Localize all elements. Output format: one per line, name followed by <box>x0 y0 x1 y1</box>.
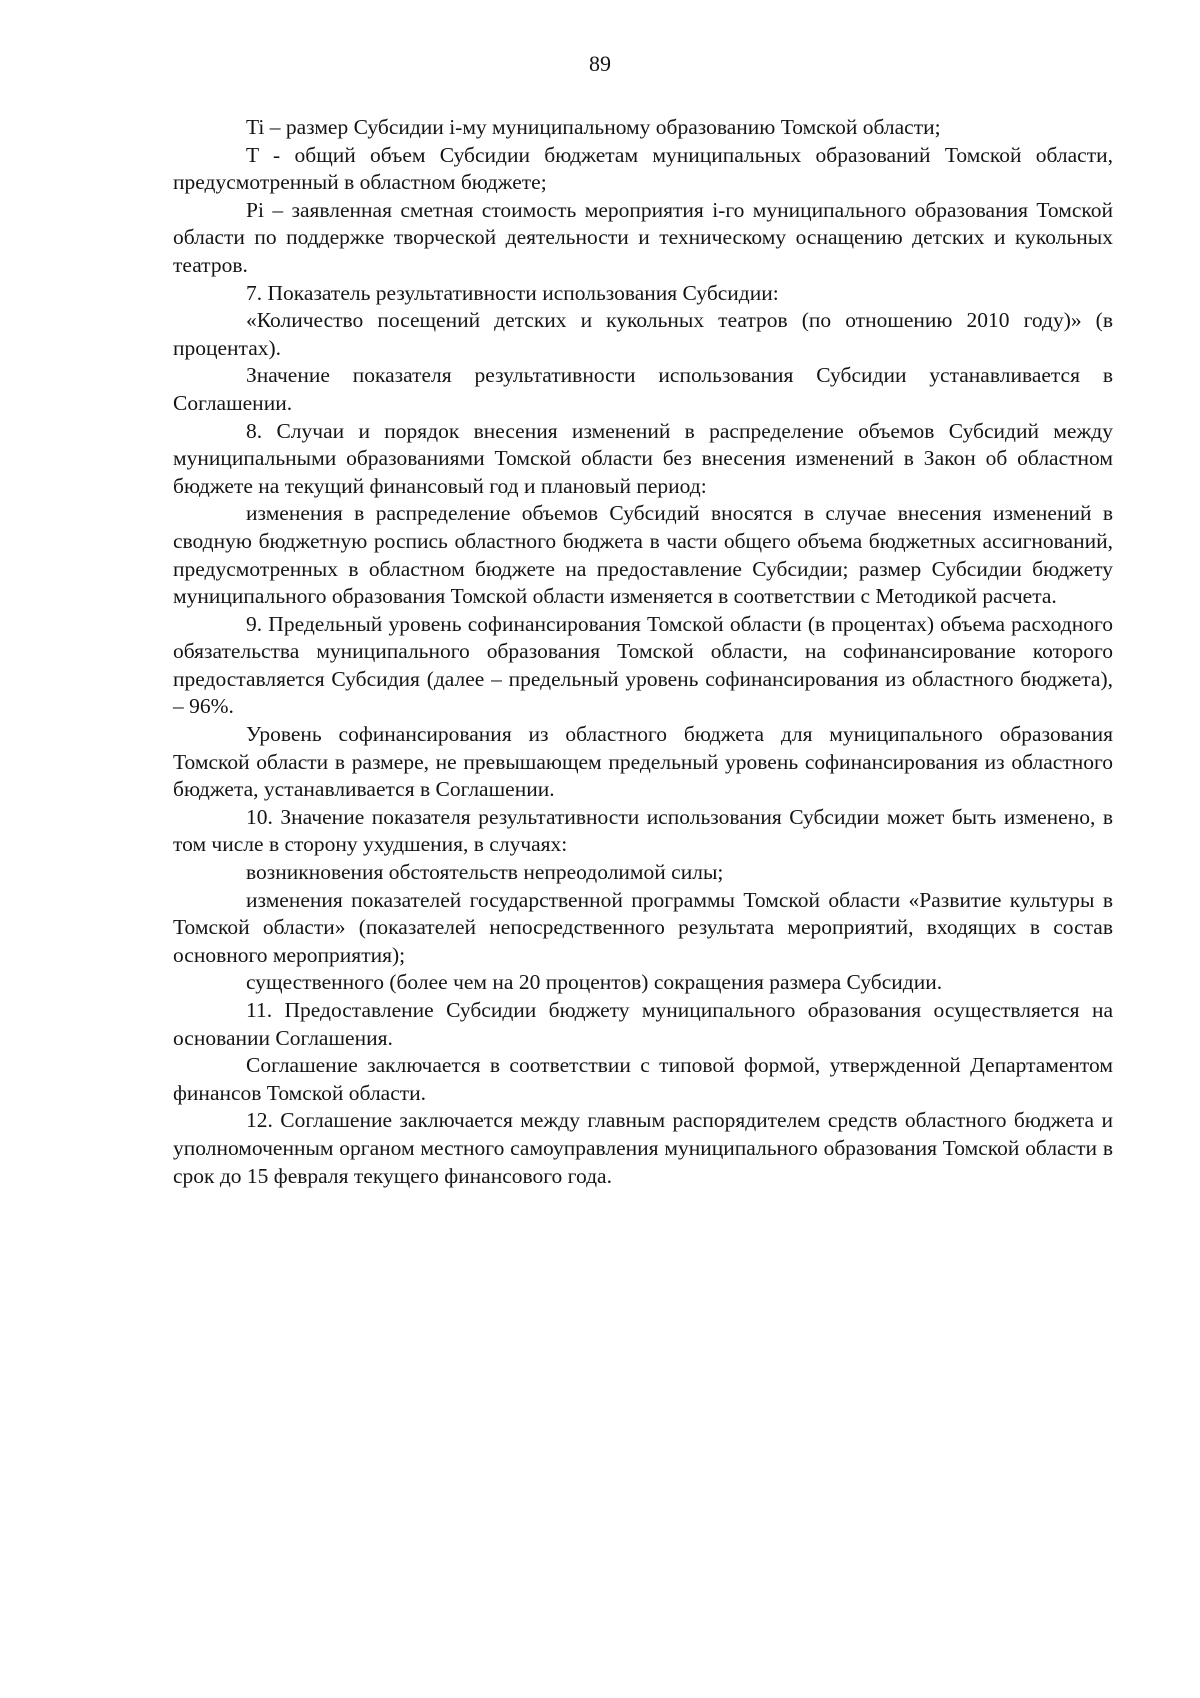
paragraph-pi-definition: Pi – заявленная сметная стоимость мероприятия i-го муниципального образования Томской области по поддержке творческой деятельности и техническому оснащению детских и кукольных театров. <box>173 197 1113 277</box>
paragraph-program-indicators: изменения показателей государственной программы Томской области «Развитие культуры в Томской области» (показателей непосредственного результата мероприятий, входящих в состав основного мероприятия); <box>173 887 1113 967</box>
paragraph-section-8: 8. Случаи и порядок внесения изменений в распределение объемов Субсидий между муниципальными образованиями Томской области без внесения изменений в Закон об областном бюджете на текущий финансовый год и плановый период: <box>173 418 1113 498</box>
paragraph-section-8-changes: изменения в распределение объемов Субсидий вносятся в случае внесения изменений в сводную бюджетную роспись областного бюджета в части общего объема бюджетных ассигнований, предусмотренных в областном бюджете на предоставление Субсидии; размер Субсидии бюджету муниципального образования Томской области изменяется в соответствии с Методикой расчета. <box>173 501 1113 609</box>
paragraph-agreement-form: Соглашение заключается в соответствии с типовой формой, утвержденной Департаментом финансов Томской области. <box>173 1053 1113 1105</box>
paragraph-section-7: 7. Показатель результативности использования Субсидии: <box>246 280 779 305</box>
paragraph-section-12: 12. Соглашение заключается между главным распорядителем средств областного бюджета и уполномоченным органом местного самоуправления муниципального образования Томской области в срок до 15 февраля текущего финансового года. <box>173 1108 1113 1188</box>
page-number: 89 <box>589 51 611 76</box>
paragraph-indicator-value: Значение показателя результативности использования Субсидии устанавливается в Соглашении. <box>173 363 1113 415</box>
paragraph-indicator-quote: «Количество посещений детских и кукольных театров (по отношению 2010 году)» (в процентах). <box>173 308 1113 360</box>
paragraph-cofinancing-level: Уровень софинансирования из областного бюджета для муниципального образования Томской области в размере, не превышающем предельный уровень софинансирования из областного бюджета, устанавливается в Соглашении. <box>173 722 1113 802</box>
paragraph-section-10: 10. Значение показателя результативности использования Субсидии может быть изменено, в том числе в сторону ухудшения, в случаях: <box>173 804 1113 857</box>
paragraph-t-definition: T - общий объем Субсидии бюджетам муниципальных образований Томской области, предусмотренный в областном бюджете; <box>173 142 1113 195</box>
paragraph-subsidy-reduction: существенного (более чем на 20 процентов) сокращения размера Субсидии. <box>246 970 943 995</box>
paragraph-ti-definition: Ti – размер Субсидии i-му муниципальному образованию Томской области; <box>246 115 941 139</box>
paragraph-force-majeure: возникновения обстоятельств непреодолимой силы; <box>246 860 724 885</box>
paragraph-section-11: 11. Предоставление Субсидии бюджету муниципального образования осуществляется на основании Соглашения. <box>173 998 1113 1050</box>
paragraph-section-9: 9. Предельный уровень софинансирования Томской области (в процентах) объема расходного обязательства муниципального образования Томской области, на софинансирование которого предоставляется Субсидия (далее – предельный уровень софинансирования из областного бюджета), – 96%. <box>173 611 1113 719</box>
document-body <box>173 114 1113 1190</box>
